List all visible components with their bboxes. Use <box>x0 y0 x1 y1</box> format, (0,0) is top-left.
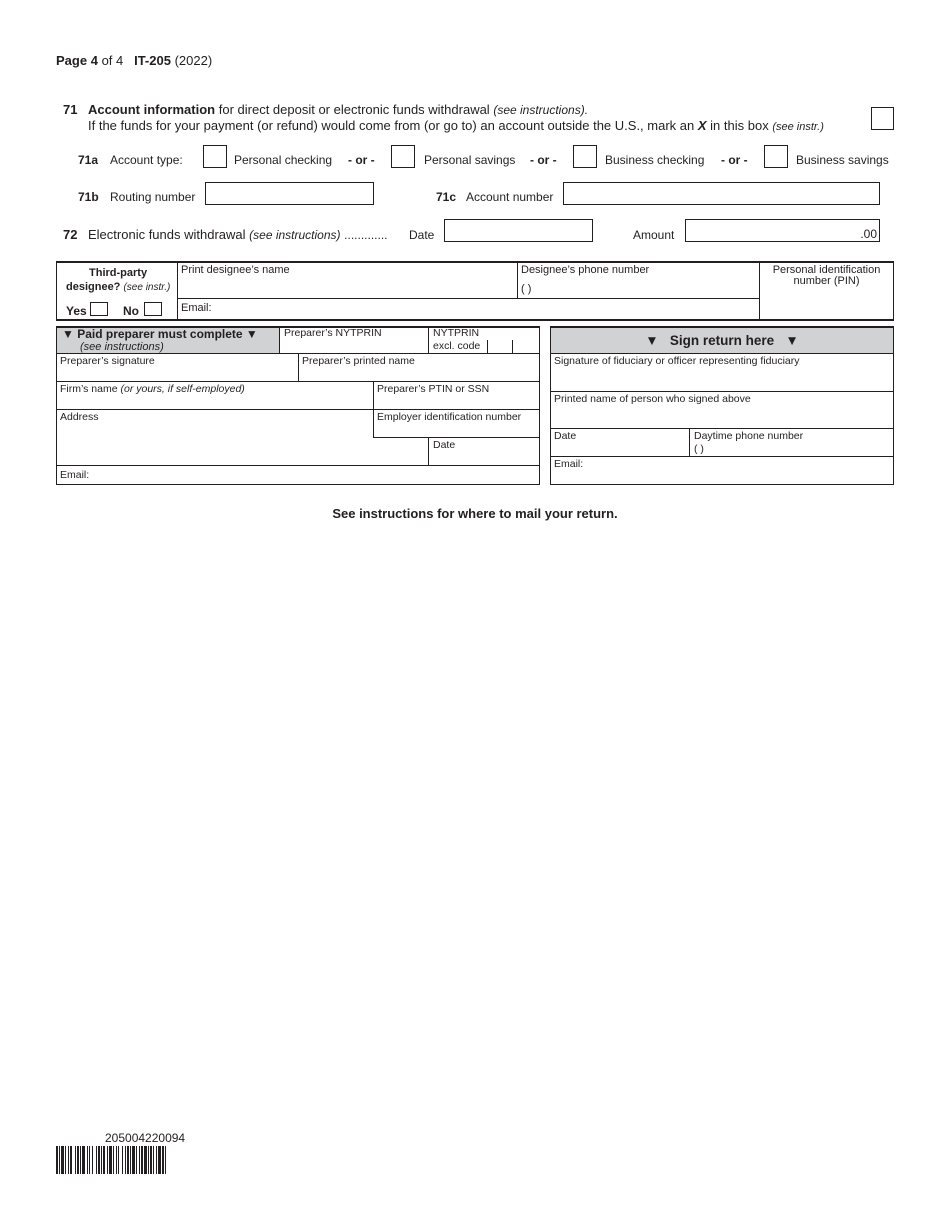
designee-left-edge <box>56 262 57 320</box>
preparer-header-sub: (see instructions) <box>80 341 164 353</box>
line71c-number: 71c <box>436 190 457 204</box>
personal-checking-label: Personal checking <box>234 153 333 167</box>
firm-name-italic: (or yours, if self-employed) <box>120 383 245 395</box>
designee-email-label: Email: <box>181 302 212 314</box>
designee-email-rule <box>177 298 759 299</box>
page-header <box>56 53 212 68</box>
form-id: IT-205 <box>134 53 171 68</box>
preparer-rule-5 <box>56 465 540 466</box>
line71-title: Account information <box>88 102 216 117</box>
line72-label-row <box>88 227 388 242</box>
preparer-email-label: Email: <box>60 469 90 481</box>
sign-phone-label: Daytime phone number <box>694 430 804 442</box>
line71b-number: 71b <box>78 190 99 204</box>
withdrawal-date-label: Date <box>409 228 435 242</box>
preparer-sig-divider <box>298 353 299 382</box>
designee-title-row-2 <box>66 281 170 293</box>
preparer-date-divider <box>428 437 429 466</box>
preparer-header: ▼ Paid preparer must complete ▼ <box>62 327 258 341</box>
excl-code-tick-1 <box>487 340 488 353</box>
line71a-number: 71a <box>78 153 99 167</box>
line71-number: 71 <box>63 102 78 117</box>
amount-cents: .00 <box>860 227 877 241</box>
designee-no-label: No <box>123 304 139 318</box>
designee-divider-2 <box>517 262 518 298</box>
or-label-3: - or - <box>721 153 748 167</box>
sign-date-divider <box>689 428 690 456</box>
line71-text1-italic: (see instructions). <box>493 103 589 117</box>
designee-yes-label: Yes <box>66 304 87 318</box>
preparer-ein-label: Employer identification number <box>377 411 522 423</box>
account-type-label: Account type: <box>110 153 183 167</box>
designee-name-label: Print designee’s name <box>181 264 290 276</box>
business-checking-checkbox[interactable] <box>573 145 597 168</box>
firm-name-label: Firm’s name <box>60 383 118 395</box>
page-of: of 4 <box>101 53 124 68</box>
line71-mark-x: X <box>697 118 707 133</box>
line71-text1: for direct deposit or electronic funds withdrawal <box>218 102 490 117</box>
preparer-signature-label: Preparer’s signature <box>60 355 155 367</box>
line71-title-row <box>88 102 588 117</box>
designee-pin-label-2: number (PIN) <box>793 275 860 287</box>
or-label-1: - or - <box>348 153 375 167</box>
account-number-field[interactable] <box>563 182 880 205</box>
barcode-number: 205004220094 <box>105 1131 186 1145</box>
signer-printed-name-label: Printed name of person who signed above <box>554 393 751 405</box>
line72-number: 72 <box>63 227 78 242</box>
line71-text2: If the funds for your payment (or refund) would come from (or go to) an account outside the U.S., mark an <box>88 118 695 133</box>
sign-rule-1 <box>550 353 894 354</box>
barcode-image <box>56 1146 240 1174</box>
nytprin-excl-label-2: excl. code <box>433 340 481 352</box>
preparer-ptin-label: Preparer’s PTIN or SSN <box>377 383 490 395</box>
sign-rule-3 <box>550 428 894 429</box>
form-year: (2022) <box>174 53 213 68</box>
designee-title-2: designee? <box>66 281 121 293</box>
account-number-label: Account number <box>466 190 554 204</box>
withdrawal-amount-label: Amount <box>633 228 675 242</box>
line71-text2-row <box>88 118 824 133</box>
preparer-rule-2 <box>56 381 540 382</box>
page-number: 4 <box>90 53 98 68</box>
business-checking-label: Business checking <box>605 153 705 167</box>
preparer-printed-name-label: Preparer’s printed name <box>302 355 415 367</box>
line72-dots: ............. <box>344 228 388 242</box>
sign-phone-paren[interactable]: ( ) <box>694 443 704 455</box>
line71-text2-italic: (see instr.) <box>772 121 824 133</box>
sign-date-label: Date <box>554 430 577 442</box>
or-label-2: - or - <box>530 153 557 167</box>
designee-right-edge <box>893 262 894 320</box>
nytprin-divider <box>428 327 429 354</box>
routing-number-label: Routing number <box>110 190 196 204</box>
preparer-date-label: Date <box>433 439 456 451</box>
preparer-rule-4 <box>373 437 540 438</box>
line72-label-italic: (see instructions) <box>249 228 341 242</box>
line71-text2-b: in this box <box>710 118 769 133</box>
mail-instructions-note: See instructions for where to mail your return. <box>332 506 618 521</box>
business-savings-checkbox[interactable] <box>764 145 788 168</box>
personal-savings-checkbox[interactable] <box>391 145 415 168</box>
routing-number-field[interactable] <box>205 182 374 205</box>
designee-name-field[interactable] <box>178 278 516 297</box>
withdrawal-amount-field[interactable] <box>685 219 880 242</box>
designee-title-1: Third-party <box>89 267 148 279</box>
line72-label: Electronic funds withdrawal <box>88 227 246 242</box>
personal-savings-label: Personal savings <box>424 153 516 167</box>
designee-phone-label: Designee’s phone number <box>521 264 650 276</box>
foreign-account-checkbox[interactable] <box>871 107 894 130</box>
sign-rule-4 <box>550 456 894 457</box>
business-savings-label: Business savings <box>796 153 889 167</box>
sign-email-label: Email: <box>554 458 584 470</box>
withdrawal-date-field[interactable] <box>444 219 593 242</box>
preparer-address-label: Address <box>60 411 99 423</box>
sign-rule-2 <box>550 391 894 392</box>
sign-header: ▼ Sign return here ▼ <box>645 333 799 348</box>
designee-title-2-italic: (see instr.) <box>123 282 171 293</box>
designee-pin-label-1: Personal identification <box>772 264 881 276</box>
designee-no-checkbox[interactable] <box>144 302 162 316</box>
designee-phone-paren[interactable]: ( ) <box>521 283 532 295</box>
personal-checking-checkbox[interactable] <box>203 145 227 168</box>
preparer-rule-3 <box>56 409 540 410</box>
page-label: Page <box>56 53 88 68</box>
designee-yes-checkbox[interactable] <box>90 302 108 316</box>
excl-code-tick-2 <box>512 340 513 353</box>
designee-bottom-rule <box>56 319 894 321</box>
nytprin-excl-label-1: NYTPRIN <box>433 327 480 339</box>
preparer-nytprin-label: Preparer’s NYTPRIN <box>284 327 382 339</box>
fiduciary-signature-label: Signature of fiduciary or officer representing fiduciary <box>554 355 800 367</box>
firm-name-label-row <box>60 383 245 395</box>
preparer-header-divider <box>279 327 280 354</box>
designee-top-rule <box>56 261 894 263</box>
